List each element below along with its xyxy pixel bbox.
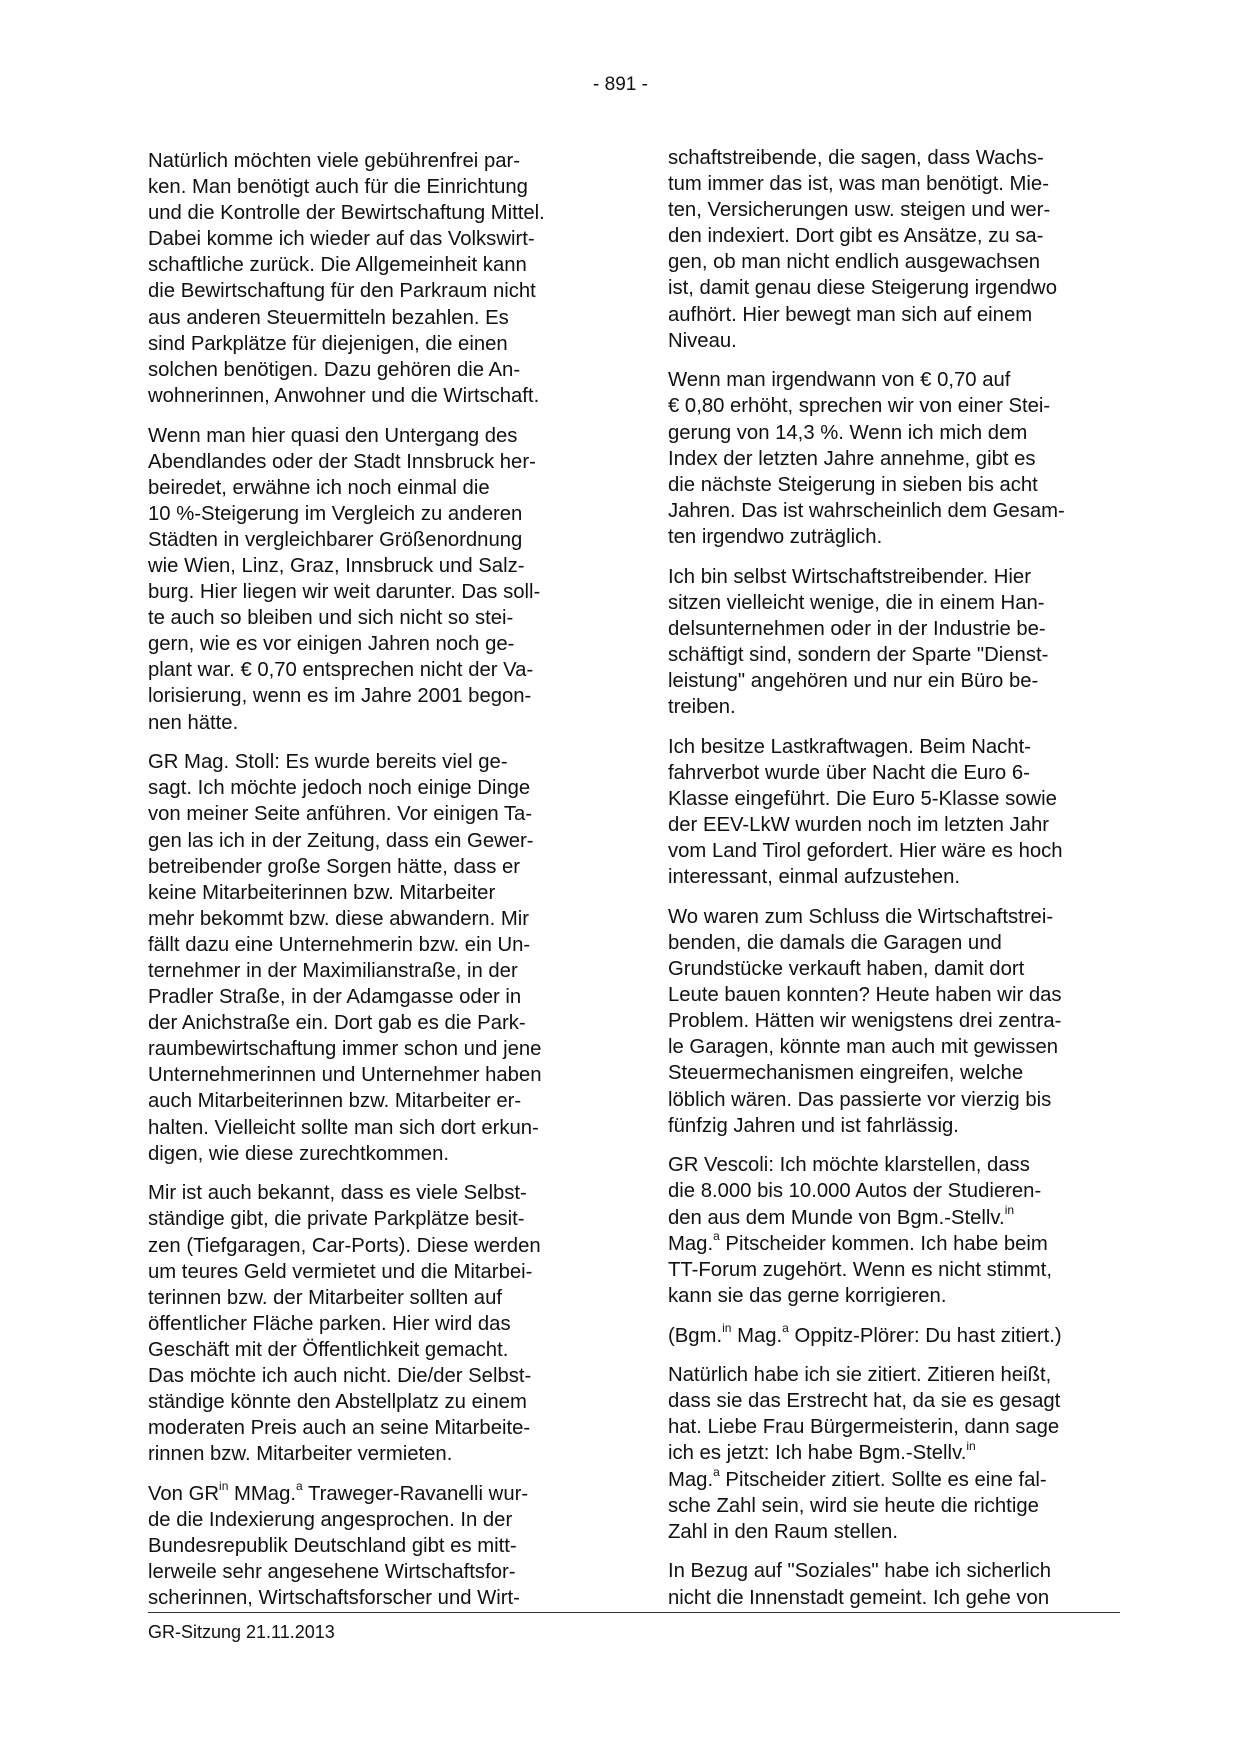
paragraph [668,367,1116,550]
paragraph [668,1152,1116,1309]
text-line: tum immer das ist, was man benötigt. Mie- [668,173,1049,196]
text-segment: MMag. [228,1482,296,1505]
text-segment: Oppitz-Plörer: Du hast zitiert.) [788,1324,1062,1347]
superscript: a [782,1320,789,1335]
text-segment: Traweger-Ravanelli wur- [302,1482,529,1505]
text-line: ten, Versicherungen usw. steigen und wer- [668,199,1051,222]
superscript: in [219,1479,229,1494]
text-line: solchen benötigen. Dazu gehören die An- [148,358,521,381]
text-segment: Mag. [668,1468,714,1491]
text-segment: Mag. [668,1232,714,1255]
text-line: Das möchte ich auch nicht. Die/der Selbst- [148,1365,532,1387]
text-line: aus anderen Steuermitteln bezahlen. Es [148,306,509,329]
text-line: le Garagen, könnte man auch mit gewissen [668,1036,1059,1059]
paragraph [148,423,596,736]
paragraph [668,1362,1116,1545]
text-line: Klasse eingeführt. Die Euro 5-Klasse sowie [668,787,1057,810]
text-line: Pradler Straße, in der Adamgasse oder in [148,986,522,1009]
footer-session-date: GR-Sitzung 21.11.2013 [148,1622,335,1642]
text-line: leistung" angehören und nur ein Büro be- [668,669,1039,692]
text-line: In Bezug auf "Soziales" habe ich sicherlich [668,1560,1052,1583]
text-line: TT-Forum zugehört. Wenn es nicht stimmt, [668,1258,1052,1281]
text-line: die nächste Steigerung in sieben bis acht [668,473,1038,496]
text-line: betreibender große Sorgen hätte, dass er [148,855,521,878]
text-line: Problem. Hätten wir wenigstens drei zentra- [668,1010,1062,1033]
text-line: der EEV-LkW wurden noch im letzten Jahr [668,814,1050,837]
text-line: fünfzig Jahren und ist fahrlässig. [668,1114,959,1137]
text-line: um teures Geld vermietet und die Mitarbei- [148,1260,533,1283]
text-line: plant war. € 0,70 entsprechen nicht der Va- [148,659,534,682]
text-line: GR Mag. Stoll: Es wurde bereits viel ge- [148,751,508,774]
text-line: treiben. [668,696,736,719]
text-line: raumbewirtschaftung immer schon und jene [148,1038,542,1061]
text-line: fällt dazu eine Unternehmerin bzw. ein Un- [148,933,531,956]
text-line: Natürlich habe ich sie zitiert. Zitieren heißt, [668,1364,1052,1387]
text-line: hat. Liebe Frau Bürgermeisterin, dann sage [668,1416,1060,1439]
text-line: der Anichstraße ein. Dort gab es die Park- [148,1012,526,1035]
text-line: zen (Tiefgaragen, Car-Ports). Diese werden [148,1234,541,1257]
text-line: digen, wie diese zurechtkommen. [148,1142,449,1165]
text-line: Bundesrepublik Deutschland gibt es mitt- [148,1535,517,1558]
text-line: Mir ist auch bekannt, dass es viele Selbst- [148,1182,527,1205]
text-line: lorisierung, wenn es im Jahre 2001 begon- [148,685,532,708]
text-line: Ich bin selbst Wirtschaftstreibender. Hier [668,565,1031,588]
text-line: ten irgendwo zuträglich. [668,525,883,548]
text-line: delsunternehmen oder in der Industrie be- [668,617,1046,640]
text-line: den indexiert. Dort gibt es Ansätze, zu sa- [668,225,1044,248]
left-column [148,148,596,1625]
text-line: moderaten Preis auch an seine Mitarbeite- [148,1417,531,1440]
superscript: a [713,1464,720,1479]
text-line: Natürlich möchten viele gebührenfrei par- [148,150,521,172]
text-line: de die Indexierung angesprochen. In der [148,1509,513,1532]
paragraph [668,564,1116,721]
paragraph [668,904,1116,1139]
text-line: te auch so bleiben und sich nicht so stei- [148,607,514,630]
text-line: gerung von 14,3 %. Wenn ich mich dem [668,421,1028,444]
text-line: € 0,80 erhöht, sprechen wir von einer Stei- [668,395,1051,418]
text-segment: ich es jetzt: Ich habe Bgm.-Stellv. [668,1442,967,1465]
paragraph [148,148,596,409]
text-line: Abendlandes oder der Stadt Innsbruck her- [148,450,536,473]
text-line: Städten in vergleichbarer Größenordnung [148,528,523,551]
right-column [668,145,1116,1624]
text-line: halten. Vielleicht sollte man sich dort erkun- [148,1116,539,1139]
footer-divider [148,1612,1120,1613]
text-line: interessant, einmal aufzustehen. [668,866,960,889]
text-line: gen, ob man nicht endlich ausgewachsen [668,251,1041,274]
text-line: Unternehmerinnen und Unternehmer haben [148,1064,542,1087]
text-line: Niveau. [668,329,737,352]
paragraph [668,1320,1116,1349]
text-line: ken. Man benötigt auch für die Einrichtung [148,176,528,199]
text-line [668,1202,1116,1231]
paragraph [668,1558,1116,1610]
text-line: lerweile sehr angesehene Wirtschaftsfor- [148,1561,516,1584]
text-line: rinnen bzw. Mitarbeiter vermieten. [148,1443,453,1466]
text-line: ist, damit genau diese Steigerung irgendwo [668,277,1057,300]
text-line: sind Parkplätze für diejenigen, die einen [148,332,508,355]
text-line: Ich besitze Lastkraftwagen. Beim Nacht- [668,735,1031,758]
superscript: in [1004,1202,1015,1217]
text-line [668,1228,1116,1257]
text-line: vom Land Tirol gefordert. Hier wäre es hoch [668,840,1063,863]
text-segment: Mag. [731,1324,783,1347]
text-line: ständige könnte den Abstellplatz zu einem [148,1391,527,1414]
text-line: 10 %-Steigerung im Vergleich zu anderen [148,502,523,525]
text-line: Leute bauen konnten? Heute haben wir das [668,984,1062,1007]
text-line: burg. Hier liegen wir weit darunter. Das soll- [148,581,541,604]
text-line: schaftliche zurück. Die Allgemeinheit kann [148,254,527,277]
text-line: die Bewirtschaftung für den Parkraum nicht [148,280,536,303]
text-line: dass sie das Erstrecht hat, da sie es gesagt [668,1390,1061,1413]
text-line: und die Kontrolle der Bewirtschaftung Mittel. [148,202,545,225]
text-segment: Pitscheider zitiert. Sollte es eine fal- [719,1468,1047,1491]
text-segment: (Bgm. [668,1324,723,1347]
text-line: auch Mitarbeiterinnen bzw. Mitarbeiter er- [148,1090,522,1113]
text-line: Wenn man hier quasi den Untergang des [148,424,518,447]
text-line: ständige gibt, die private Parkplätze besit- [148,1208,525,1231]
text-line: von meiner Seite anführen. Vor einigen Ta- [148,803,533,826]
text-line: öffentlicher Fläche parken. Hier wird das [148,1312,511,1335]
text-line: Grundstücke verkauft haben, damit dort [668,958,1025,981]
text-segment: den aus dem Munde von Bgm.-Stellv. [668,1206,1005,1229]
text-line: Wenn man irgendwann von € 0,70 auf [668,369,1011,392]
superscript: a [713,1228,720,1243]
text-line: wohnerinnen, Anwohner und die Wirtschaft. [148,384,540,407]
text-line: Jahren. Das ist wahrscheinlich dem Gesam- [668,499,1065,522]
text-line: sche Zahl sein, wird sie heute die richtige [668,1494,1039,1517]
text-line: Steuermechanismen eingreifen, welche [668,1062,1024,1085]
superscript: in [966,1438,976,1453]
text-line [148,1481,596,1507]
text-line: wie Wien, Linz, Graz, Innsbruck und Salz- [148,555,525,577]
text-line: nen hätte. [148,711,239,734]
text-line: terinnen bzw. der Mitarbeiter sollten auf [148,1286,502,1309]
page-number: - 891 - [593,74,648,95]
text-line: schäftigt sind, sondern der Sparte "Dienst- [668,643,1049,666]
text-line: Index der letzten Jahre annehme, gibt es [668,447,1036,470]
text-line: schaftstreibende, die sagen, dass Wachs- [668,147,1044,169]
text-segment: Von GR [148,1482,220,1505]
paragraph [148,1180,596,1467]
text-line: Wo waren zum Schluss die Wirtschaftstrei- [668,905,1054,928]
text-line: sitzen vielleicht wenige, die in einem Han- [668,591,1045,614]
paragraph [668,145,1116,354]
text-line [668,1440,1116,1466]
text-line: Zahl in den Raum stellen. [668,1520,898,1543]
superscript: a [296,1479,303,1494]
text-line [668,1464,1116,1493]
text-line: nicht die Innenstadt gemeint. Ich gehe von [668,1586,1050,1609]
text-line: mehr bekommt bzw. diese abwandern. Mir [148,907,529,930]
text-line: Geschäft mit der Öffentlichkeit gemacht. [148,1338,509,1361]
text-segment: Pitscheider kommen. Ich habe beim [719,1232,1048,1255]
paragraph [148,1481,596,1611]
text-line: aufhört. Hier bewegt man sich auf einem [668,303,1033,326]
text-line: löblich wären. Das passierte vor vierzig bis [668,1088,1052,1111]
text-line: Dabei komme ich wieder auf das Volkswirt- [148,228,535,251]
text-line [668,1320,1116,1349]
paragraph [668,734,1116,891]
text-line: beiredet, erwähne ich noch einmal die [148,476,490,499]
text-line: die 8.000 bis 10.000 Autos der Studieren- [668,1180,1042,1203]
text-line: GR Vescoli: Ich möchte klarstellen, dass [668,1154,1030,1177]
text-line: gern, wie es vor einigen Jahren noch ge- [148,633,515,656]
text-line: sagt. Ich möchte jedoch noch einige Dinge [148,777,531,800]
text-line: kann sie das gerne korrigieren. [668,1284,947,1307]
superscript: in [722,1320,732,1335]
text-line: scherinnen, Wirtschaftsforscher und Wirt- [148,1587,520,1610]
text-line: keine Mitarbeiterinnen bzw. Mitarbeiter [148,881,496,904]
text-line: gen las ich in der Zeitung, dass ein Gewer- [148,829,534,852]
paragraph [148,749,596,1167]
text-line: ternehmer in der Maximilianstraße, in der [148,960,518,982]
text-line: benden, die damals die Garagen und [668,932,1002,954]
text-line: fahrverbot wurde über Nacht die Euro 6- [668,761,1030,784]
